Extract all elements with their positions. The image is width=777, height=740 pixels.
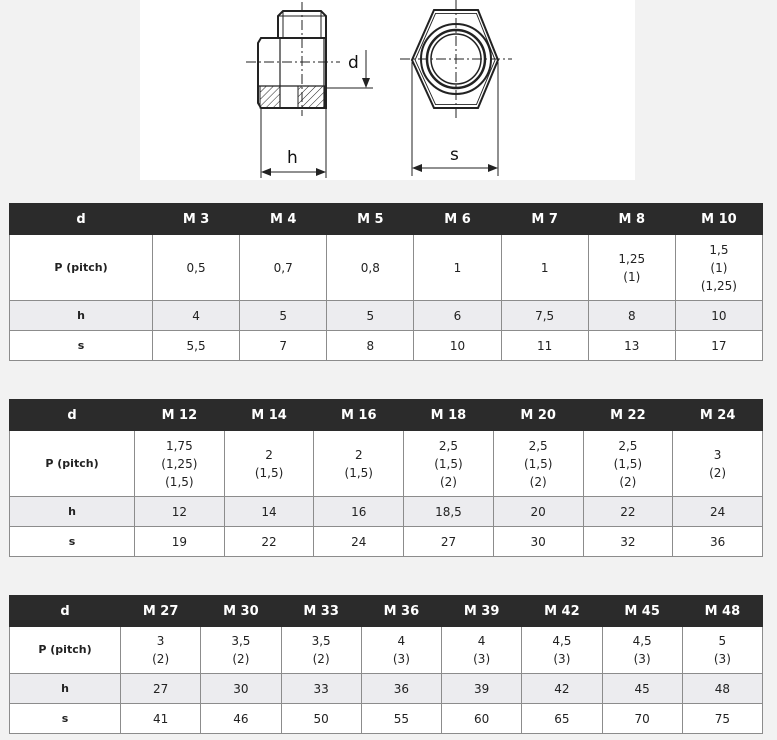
pitch-alt-value: (2) <box>619 474 637 489</box>
table-header-row <box>10 400 763 431</box>
height-cell: 10 <box>675 301 762 331</box>
pitch-cell <box>201 627 281 674</box>
size-header: M 6 <box>414 204 501 235</box>
size-header: M 42 <box>522 596 602 627</box>
wrench-size-cell: 13 <box>588 331 675 361</box>
pitch-cell <box>682 627 762 674</box>
pitch-row-label: P (pitch) <box>10 431 135 497</box>
pitch-cell <box>673 431 763 497</box>
pitch-value: 0,8 <box>360 260 380 275</box>
wrench-size-cell: 11 <box>501 331 588 361</box>
size-header: M 30 <box>201 596 281 627</box>
nut-drawing-svg <box>140 0 635 180</box>
pitch-alt-value: (2) <box>529 474 547 489</box>
wrench-size-row <box>10 527 763 557</box>
height-row-label: h <box>10 301 153 331</box>
height-row <box>10 301 763 331</box>
height-cell: 20 <box>493 497 583 527</box>
size-header: M 24 <box>673 400 763 431</box>
height-cell: 36 <box>361 674 441 704</box>
height-cell: 5 <box>327 301 414 331</box>
pitch-cell <box>522 627 602 674</box>
pitch-row-label: P (pitch) <box>10 627 121 674</box>
pitch-cell <box>361 627 441 674</box>
pitch-alt-value: (1,5) <box>165 474 194 489</box>
pitch-cell <box>240 235 327 301</box>
pitch-cell <box>135 431 225 497</box>
pitch-value: 3,5 <box>311 634 331 648</box>
pitch-row <box>10 431 763 497</box>
height-cell: 45 <box>602 674 682 704</box>
height-row <box>10 674 763 704</box>
size-header: M 16 <box>314 400 404 431</box>
pitch-value: 4 <box>397 634 406 648</box>
height-cell: 22 <box>583 497 673 527</box>
size-header: M 5 <box>327 204 414 235</box>
wrench-size-cell: 22 <box>224 527 314 557</box>
pitch-value: 2,5 <box>438 438 458 453</box>
header-d-label: d <box>10 596 121 627</box>
size-header: M 45 <box>602 596 682 627</box>
pitch-alt-value: (1,25) <box>161 456 198 471</box>
wrench-size-row <box>10 704 763 734</box>
height-cell: 18,5 <box>404 497 494 527</box>
size-header: M 33 <box>281 596 361 627</box>
wrench-size-cell: 30 <box>493 527 583 557</box>
size-header: M 3 <box>153 204 240 235</box>
pitch-alt-value: (3) <box>713 652 731 666</box>
dimensions-table-m3-m10 <box>9 203 763 361</box>
wrench-size-row-label: s <box>10 331 153 361</box>
size-header: M 7 <box>501 204 588 235</box>
table-header-row <box>10 596 763 627</box>
height-cell: 39 <box>442 674 522 704</box>
height-cell: 33 <box>281 674 361 704</box>
size-header: M 18 <box>404 400 494 431</box>
height-cell: 12 <box>135 497 225 527</box>
pitch-alt-value: (2) <box>232 652 250 666</box>
pitch-cell <box>327 235 414 301</box>
pitch-value: 1,5 <box>709 242 729 257</box>
wrench-size-cell: 24 <box>314 527 404 557</box>
height-cell: 7,5 <box>501 301 588 331</box>
pitch-value: 4,5 <box>632 634 652 648</box>
height-row-label: h <box>10 497 135 527</box>
wrench-size-cell: 46 <box>201 704 281 734</box>
wrench-size-row-label: s <box>10 527 135 557</box>
pitch-alt-value: (2) <box>312 652 330 666</box>
height-cell: 42 <box>522 674 602 704</box>
pitch-cell <box>121 627 201 674</box>
pitch-cell <box>404 431 494 497</box>
pitch-value: 3,5 <box>231 634 251 648</box>
pitch-cell <box>314 431 404 497</box>
pitch-alt-value: (2) <box>439 474 457 489</box>
wrench-size-cell: 55 <box>361 704 441 734</box>
pitch-alt-value: (3) <box>392 652 410 666</box>
pitch-value: 5 <box>718 634 727 648</box>
pitch-value: 2,5 <box>528 438 548 453</box>
pitch-alt-value: (1,5) <box>523 456 553 471</box>
dimension-h <box>261 108 326 178</box>
pitch-value: 4 <box>477 634 486 648</box>
pitch-alt-value: (1,25) <box>700 278 737 293</box>
pitch-alt-value: (2) <box>152 652 170 666</box>
pitch-alt-value: (1,5) <box>344 465 373 480</box>
wrench-size-cell: 7 <box>240 331 327 361</box>
pitch-cell <box>501 235 588 301</box>
size-header: M 4 <box>240 204 327 235</box>
wrench-size-cell: 70 <box>602 704 682 734</box>
pitch-row <box>10 627 763 674</box>
wrench-size-cell: 27 <box>404 527 494 557</box>
wrench-size-cell: 75 <box>682 704 762 734</box>
pitch-value: 1 <box>453 260 462 275</box>
wrench-size-cell: 32 <box>583 527 673 557</box>
height-cell: 14 <box>224 497 314 527</box>
height-cell: 8 <box>588 301 675 331</box>
height-row <box>10 497 763 527</box>
pitch-alt-value: (1,5) <box>434 456 463 471</box>
dimension-h-label: h <box>287 148 298 168</box>
pitch-alt-value: (3) <box>473 652 491 666</box>
dimension-d-label: d <box>348 53 359 73</box>
wrench-size-cell: 5,5 <box>153 331 240 361</box>
pitch-cell <box>588 235 675 301</box>
dimension-s-label: s <box>450 145 459 165</box>
pitch-cell <box>493 431 583 497</box>
pitch-value: 4,5 <box>552 634 572 648</box>
height-cell: 4 <box>153 301 240 331</box>
wrench-size-row <box>10 331 763 361</box>
size-header: M 10 <box>675 204 762 235</box>
pitch-value: 1 <box>540 260 549 275</box>
pitch-value: 2,5 <box>618 438 638 453</box>
height-cell: 6 <box>414 301 501 331</box>
wrench-size-cell: 17 <box>675 331 762 361</box>
wrench-size-cell: 8 <box>327 331 414 361</box>
wrench-size-cell: 19 <box>135 527 225 557</box>
pitch-cell <box>675 235 762 301</box>
size-header: M 12 <box>135 400 225 431</box>
height-cell: 30 <box>201 674 281 704</box>
size-header: M 8 <box>588 204 675 235</box>
wrench-size-cell: 41 <box>121 704 201 734</box>
height-cell: 16 <box>314 497 404 527</box>
pitch-value: 0,5 <box>186 260 206 275</box>
size-header: M 39 <box>442 596 522 627</box>
pitch-cell <box>153 235 240 301</box>
size-header: M 14 <box>224 400 314 431</box>
pitch-alt-value: (1,5) <box>254 465 284 480</box>
pitch-value: 3 <box>713 447 722 462</box>
height-row-label: h <box>10 674 121 704</box>
height-cell: 24 <box>673 497 763 527</box>
height-cell: 5 <box>240 301 327 331</box>
pitch-cell <box>602 627 682 674</box>
pitch-value: 3 <box>156 634 165 648</box>
pitch-cell <box>442 627 522 674</box>
wrench-size-cell: 36 <box>673 527 763 557</box>
height-cell: 27 <box>121 674 201 704</box>
pitch-value: 0,7 <box>273 260 293 275</box>
size-header: M 20 <box>493 400 583 431</box>
pitch-cell <box>414 235 501 301</box>
pitch-cell <box>224 431 314 497</box>
nut-technical-drawing <box>140 0 635 180</box>
pitch-alt-value: (1) <box>623 269 641 284</box>
pitch-alt-value: (3) <box>553 652 571 666</box>
wrench-size-cell: 50 <box>281 704 361 734</box>
pitch-alt-value: (1,5) <box>613 456 643 471</box>
size-header: M 27 <box>121 596 201 627</box>
wrench-size-row-label: s <box>10 704 121 734</box>
header-d-label: d <box>10 204 153 235</box>
side-view <box>258 11 326 108</box>
pitch-value: 2 <box>265 447 273 462</box>
pitch-row-label: P (pitch) <box>10 235 153 301</box>
height-cell: 48 <box>682 674 762 704</box>
header-d-label: d <box>10 400 135 431</box>
pitch-value: 1,75 <box>165 438 193 453</box>
pitch-alt-value: (3) <box>633 652 651 666</box>
pitch-alt-value: (1) <box>710 260 728 275</box>
dimensions-table-m27-m48 <box>9 595 763 734</box>
pitch-alt-value: (2) <box>709 465 727 480</box>
size-header: M 48 <box>682 596 762 627</box>
wrench-size-cell: 60 <box>442 704 522 734</box>
pitch-cell <box>281 627 361 674</box>
pitch-row <box>10 235 763 301</box>
dimension-d <box>326 50 373 88</box>
dimensions-table-m12-m24 <box>9 399 763 557</box>
wrench-size-cell: 65 <box>522 704 602 734</box>
pitch-value: 1,25 <box>618 251 646 266</box>
table-header-row <box>10 204 763 235</box>
size-header: M 36 <box>361 596 441 627</box>
pitch-cell <box>583 431 673 497</box>
wrench-size-cell: 10 <box>414 331 501 361</box>
size-header: M 22 <box>583 400 673 431</box>
pitch-value: 2 <box>354 447 363 462</box>
